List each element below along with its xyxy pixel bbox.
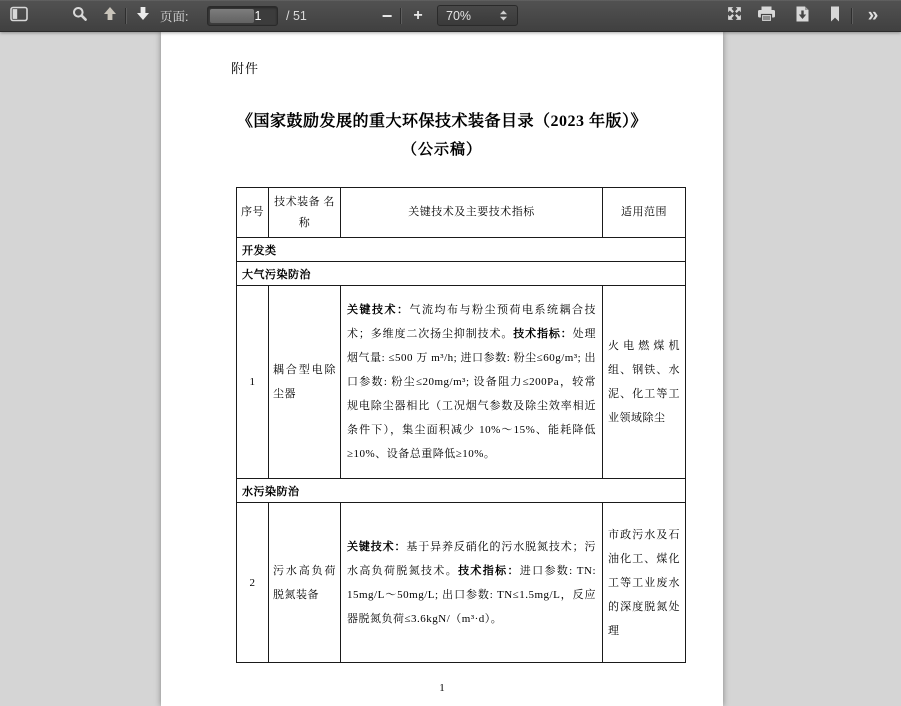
arrow-up-icon xyxy=(103,6,117,26)
toolbar-divider xyxy=(401,8,402,24)
header-seq: 序号 xyxy=(237,188,269,238)
toolbar-divider xyxy=(126,8,127,24)
header-key-tech: 关键技术及主要技术指标 xyxy=(341,188,603,238)
row2-equipment-name: 污水高负荷脱氮装备 xyxy=(269,503,341,663)
page-footer-number: 1 xyxy=(439,682,445,694)
document-subtitle: （公示稿） xyxy=(401,142,482,158)
row1-key-tech xyxy=(341,286,603,479)
tech-indicator-label: 技术指标： xyxy=(513,328,573,340)
pdf-toolbar xyxy=(0,0,901,32)
zoom-select[interactable] xyxy=(437,5,518,26)
row1-scope: 火电燃煤机组、钢铁、水泥、化工等工业领域除尘 xyxy=(603,286,686,479)
page-number-input[interactable] xyxy=(207,6,278,26)
bookmark-button[interactable] xyxy=(826,0,844,32)
table-row xyxy=(237,286,686,479)
row1-equipment-name: 耦合型电除尘器 xyxy=(269,286,341,479)
header-equipment-name: 技术装备 名称 xyxy=(269,188,341,238)
more-tools-button[interactable] xyxy=(860,0,886,32)
page-count-label: / 51 xyxy=(286,9,307,23)
zoom-out-button[interactable] xyxy=(378,0,396,32)
zoom-in-button[interactable] xyxy=(409,0,427,32)
plus-icon: + xyxy=(413,7,423,24)
row2-scope: 市政污水及石油化工、煤化工等工业废水的深度脱氮处理 xyxy=(603,503,686,663)
find-button[interactable] xyxy=(71,0,89,32)
search-icon xyxy=(72,6,88,27)
zoom-value: 70% xyxy=(446,8,472,23)
previous-page-button[interactable] xyxy=(102,0,117,32)
tech-indicator-text: 进口参数: TN: 15mg/L～50mg/L; 出口参数: TN≤1.5mg/L，反应器脱氮负荷≤3.6kgN/（m³·d）。 xyxy=(347,564,597,625)
download-icon xyxy=(794,6,811,27)
section-row-air-pollution xyxy=(237,262,686,286)
pdf-page xyxy=(161,32,723,706)
section-label: 开发类 xyxy=(237,238,686,262)
key-tech-label: 关键技术： xyxy=(347,540,407,553)
header-scope: 适用范围 xyxy=(603,188,686,238)
chevron-double-right-icon: » xyxy=(867,5,879,26)
section-label: 大气污染防治 xyxy=(237,262,686,286)
pdf-viewer-area xyxy=(0,33,901,706)
key-tech-text: 气流均布与粉尘预荷电系统耦合技术；多维度二次扬尘抑制技术。 xyxy=(347,304,596,340)
minus-icon: − xyxy=(381,6,393,26)
document-title: 《国家鼓励发展的重大环保技术装备目录（2023 年版）》 xyxy=(236,113,647,130)
download-button[interactable] xyxy=(792,0,812,32)
sidebar-toggle-icon xyxy=(10,6,28,27)
tech-indicator-text: 处理烟气量: ≤500 万 m³/h; 进口参数: 粉尘≤60g/m³; 出口参数: 粉尘≤20mg/m³; 设备阻力≤200Pa，较常规电除尘器相比（工况烟气参数及除尘效率相近条件下），集尘面积减少 10%～15%、能耗降低≥10%、设备总重降低≥10%。 xyxy=(347,328,596,460)
print-icon xyxy=(757,6,776,27)
table-row xyxy=(237,503,686,663)
catalog-table xyxy=(236,187,686,663)
table-header-row xyxy=(237,188,686,238)
key-tech-label: 关键技术： xyxy=(347,304,410,316)
row1-number: 1 xyxy=(237,286,269,479)
presentation-mode-icon xyxy=(726,5,743,27)
tech-indicator-label: 技术指标： xyxy=(458,564,520,577)
row2-key-tech xyxy=(341,503,603,663)
attachment-label: 附件 xyxy=(231,61,260,76)
row2-number: 2 xyxy=(237,503,269,663)
select-spinner-icon xyxy=(499,10,517,21)
presentation-mode-button[interactable] xyxy=(724,0,744,32)
arrow-down-icon xyxy=(136,6,150,26)
toolbar-divider xyxy=(852,8,853,24)
key-tech-text: 基于异养反硝化的污水脱氮技术；污水高负荷脱氮技术。 xyxy=(347,540,596,577)
section-row-water-pollution xyxy=(237,479,686,503)
section-label: 水污染防治 xyxy=(237,479,686,503)
section-row-development xyxy=(237,238,686,262)
sidebar-toggle-button[interactable] xyxy=(9,0,29,32)
bookmark-icon xyxy=(828,6,842,27)
print-button[interactable] xyxy=(755,0,777,32)
page-number-label: 页面: xyxy=(160,10,189,24)
next-page-button[interactable] xyxy=(135,0,150,32)
page-number-value: 1 xyxy=(254,9,262,23)
